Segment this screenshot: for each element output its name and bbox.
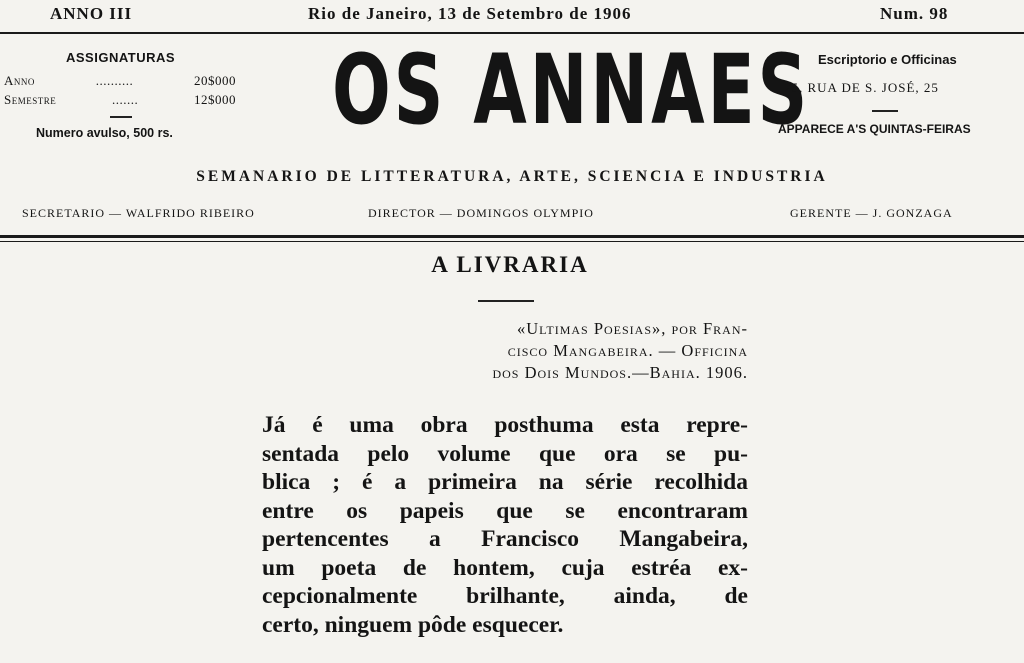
divider-dash xyxy=(872,110,898,112)
body-line: Já é uma obra posthuma esta repre- xyxy=(262,412,748,438)
subscription-row-semestre xyxy=(4,92,236,108)
subscription-label: Semestre xyxy=(4,92,57,107)
body-line: cepcionalmente brilhante, ainda, de xyxy=(262,583,748,609)
subscriptions-title: ASSIGNATURAS xyxy=(66,50,176,65)
office-title: Escriptorio e Officinas xyxy=(818,52,957,67)
subscription-price: 20$000 xyxy=(193,73,236,88)
body-line: sentada pelo volume que ora se pu- xyxy=(262,440,748,467)
dateline: Rio de Janeiro, 13 de Setembro de 1906 xyxy=(308,4,632,23)
divider-dash xyxy=(110,116,132,118)
masthead-rule-thick xyxy=(0,235,1024,238)
staff-gerente: GERENTE — J. GONZAGA xyxy=(790,206,953,220)
citation-line: «Ultimas Poesias», por Fran- xyxy=(516,319,748,338)
masthead-title: OS ANNAES xyxy=(332,34,811,146)
article-body xyxy=(262,411,748,639)
body-line: entre os papeis que se encontraram xyxy=(262,497,748,524)
office-address: 25, RUA DE S. JOSÉ, 25 xyxy=(784,80,939,95)
single-issue-price: Numero avulso, 500 rs. xyxy=(36,126,173,140)
body-line: pertencentes a Francisco Mangabeira, xyxy=(262,526,748,552)
section-divider xyxy=(478,300,534,302)
subscription-price: 12$000 xyxy=(193,92,236,107)
subscription-dots: .......... xyxy=(95,73,134,88)
section-heading: A LIVRARIA xyxy=(431,252,589,277)
subscription-label: Anno xyxy=(4,73,35,88)
masthead-rule-thin xyxy=(0,241,1024,242)
book-citation xyxy=(340,318,748,384)
citation-line: dos Dois Mundos.—Bahia. 1906. xyxy=(492,363,748,382)
subscription-row-anno xyxy=(4,73,236,89)
publication-schedule: APPARECE A'S QUINTAS-FEIRAS xyxy=(778,122,971,136)
staff-director: DIRECTOR — DOMINGOS OLYMPIO xyxy=(368,206,594,220)
masthead-subtitle: SEMANARIO DE LITTERATURA, ARTE, SCIENCIA E INDUSTRIA xyxy=(196,168,828,185)
issue-number: Num. 98 xyxy=(880,4,949,23)
subscription-dots: ....... xyxy=(111,92,139,107)
body-line: um poeta de hontem, cuja estréa ex- xyxy=(262,554,748,581)
body-line: blica ; é a primeira na série recolhida xyxy=(262,469,748,495)
citation-line: cisco Mangabeira. — Officina xyxy=(507,341,748,360)
body-line: certo, ninguem pôde esquecer. xyxy=(262,611,564,638)
issue-year: ANNO III xyxy=(50,4,133,23)
staff-secretario: SECRETARIO — WALFRIDO RIBEIRO xyxy=(22,206,255,220)
